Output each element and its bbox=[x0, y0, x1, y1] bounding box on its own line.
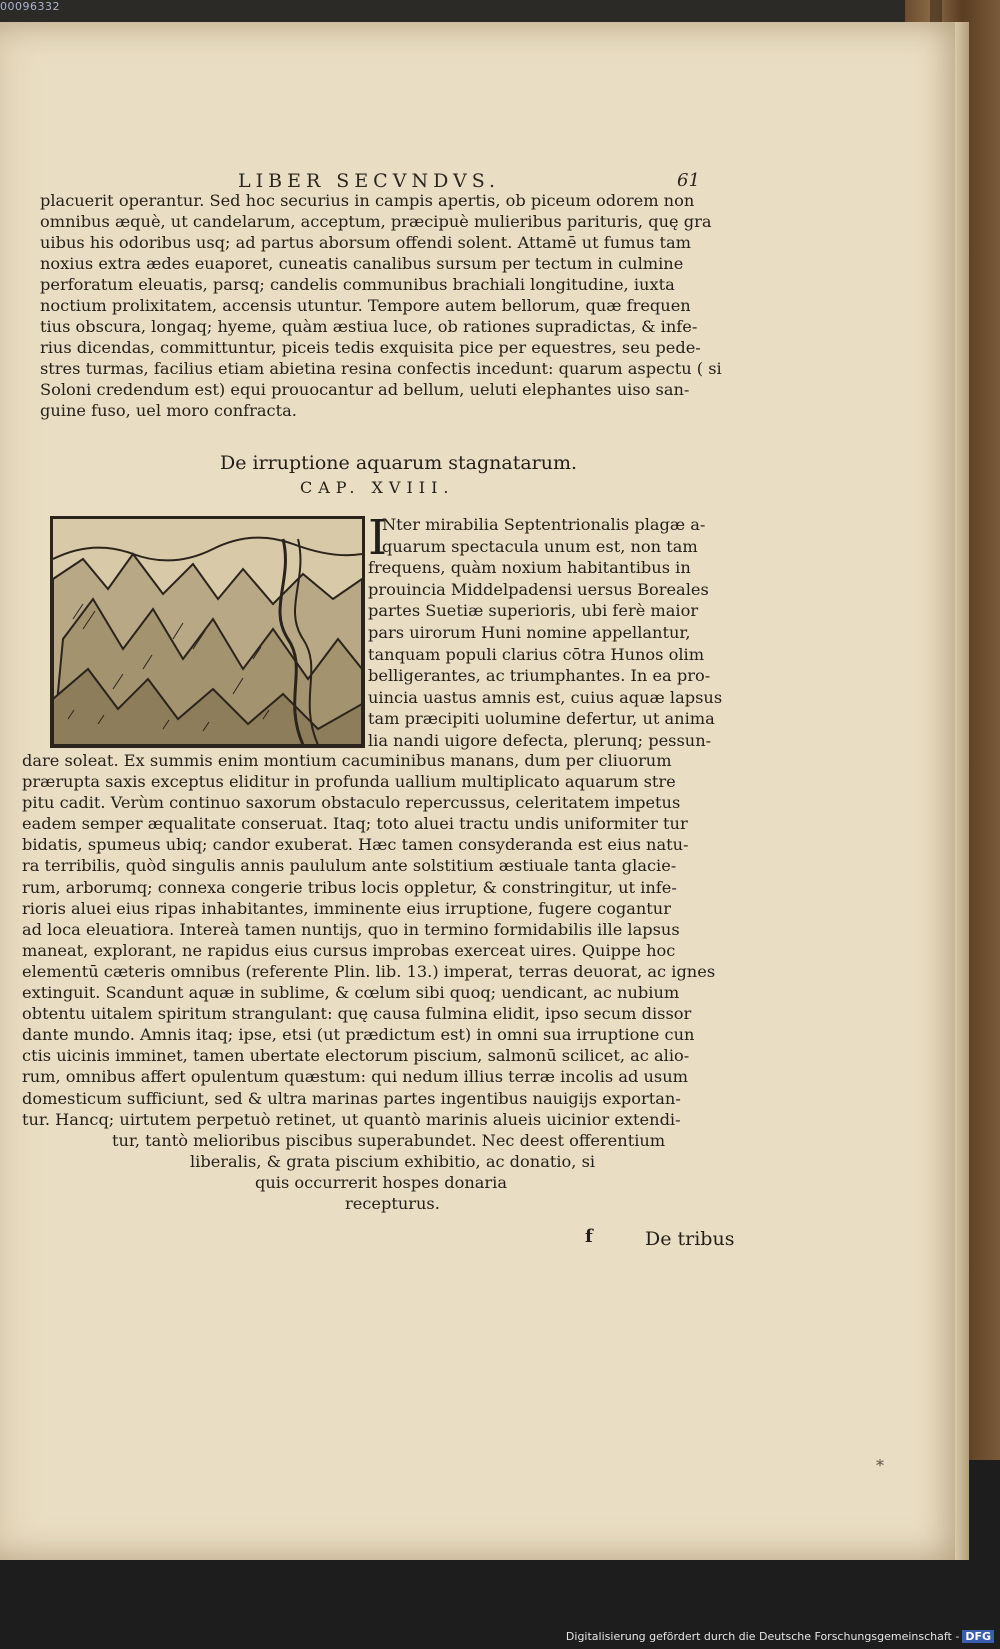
chapter-title: De irruptione aquarum stagnatarum. bbox=[220, 452, 578, 474]
text-line: eadem semper æqualitate conseruat. Itaq; toto aluei tractu undis uniformiter tur bbox=[22, 814, 688, 834]
text-line: placuerit operantur. Sed hoc securius in campis apertis, ob piceum odorem non bbox=[40, 191, 695, 210]
text-line: lia nandi uigore defecta, plerunq; pessun- bbox=[368, 730, 712, 750]
initial-letter: I bbox=[368, 510, 387, 566]
text-line: ctis uicinis imminet, tamen ubertate electorum piscium, salmonū scilicet, ac alio- bbox=[22, 1046, 690, 1066]
page-edge bbox=[955, 22, 969, 1560]
lower-paragraph bbox=[22, 750, 730, 1130]
text-line: tur. Hancq; uirtutem perpetuò retinet, ut quantò marinis alueis uicinior extendi- bbox=[22, 1109, 681, 1129]
text-line: elementū cæteris omnibus (referente Plin. lib. 13.) imperat, terras deuorat, ac ignes bbox=[22, 961, 716, 981]
text-line: belligerantes, ac triumphantes. In ea pro- bbox=[368, 666, 711, 686]
text-line: partes Suetiæ superioris, ubi ferè maior bbox=[368, 601, 699, 621]
chapter-number: CAP. XVIII. bbox=[300, 478, 455, 497]
text-line: guine fuso, uel moro confracta. bbox=[40, 401, 297, 420]
digitization-credit bbox=[566, 1630, 994, 1643]
signature-mark: f bbox=[585, 1226, 593, 1247]
text-line: rum, arborumq; connexa congerie tribus locis oppletur, & constringitur, ut infe- bbox=[22, 877, 677, 897]
text-line: dante mundo. Amnis itaq; ipse, etsi (ut prædictum est) in omni sua irruptione cun bbox=[22, 1025, 695, 1045]
text-line: uibus his odoribus usq; ad partus aborsum offendi solent. Attamē ut fumus tam bbox=[40, 233, 691, 252]
text-line: Soloni credendum est) equi prouocantur ad bellum, ueluti elephantes uiso san- bbox=[40, 380, 690, 399]
text-line: dare soleat. Ex summis enim montium cacuminibus manans, dum per cliuorum bbox=[22, 751, 672, 770]
text-line: rum, omnibus affert opulentum quæstum: qui nedum illius terræ incolis ad usum bbox=[22, 1067, 688, 1087]
tail-line: quis occurrerit hospes donaria bbox=[255, 1173, 507, 1192]
tail-line: tur, tantò melioribus piscibus superabundet. Nec deest offerentium bbox=[112, 1131, 666, 1150]
text-line: tanquam populi clarius cōtra Hunos olim bbox=[368, 644, 705, 664]
pencil-mark: * bbox=[876, 1456, 884, 1475]
text-line: noctium prolixitatem, accensis utuntur. Tempore autem bellorum, quæ frequen bbox=[40, 296, 691, 315]
text-line: prærupta saxis exceptus eliditur in profunda uallium multiplicato aquarum stre bbox=[22, 772, 676, 792]
tail-line: recepturus. bbox=[345, 1194, 440, 1213]
top-paragraph bbox=[40, 190, 728, 421]
text-line: pitu cadit. Verùm continuo saxorum obstaculo repercussus, celeritatem impetus bbox=[22, 793, 681, 813]
text-line: Nter mirabilia Septentrionalis plagæ a- bbox=[382, 515, 706, 534]
folio-number: 61 bbox=[677, 170, 700, 191]
text-line: obtentu uitalem spiritum strangulant: quę causa fulmina elidit, ipso secum dissor bbox=[22, 1004, 692, 1024]
text-line: bidatis, spumeus ubiq; candor exuberat. Hæc tamen consyderanda est eius natu- bbox=[22, 835, 689, 855]
text-line: noxius extra ædes euaporet, cuneatis canalibus sursum per tectum in culmine bbox=[40, 254, 684, 273]
woodcut-illustration bbox=[50, 516, 365, 748]
running-head: LIBER SECVNDVS. bbox=[238, 170, 501, 192]
scan-id: 00096332 bbox=[0, 0, 60, 13]
text-line: maneat, explorant, ne rapidus eius cursus improbas exerceat uires. Quippe hoc bbox=[22, 940, 676, 960]
text-line: uincia uastus amnis est, cuius aquæ lapsus bbox=[368, 687, 723, 707]
text-line: stres turmas, facilius etiam abietina resina confectis incedunt: quarum aspectu ( si bbox=[40, 359, 722, 378]
text-line: perforatum eleuatis, parsq; candelis communibus brachiali longitudine, iuxta bbox=[40, 275, 675, 294]
woodcut-mountain-river bbox=[53, 519, 362, 745]
text-line: ad loca eleuatiora. Intereà tamen nuntijs, quo in termino formidabilis ille lapsus bbox=[22, 919, 680, 939]
credit-text: Digitalisierung gefördert durch die Deutsche Forschungsgemeinschaft - bbox=[565, 1630, 960, 1643]
text-line: tam præcipiti uolumine defertur, ut anima bbox=[368, 709, 715, 729]
text-line: quarum spectacula unum est, non tam bbox=[382, 536, 698, 556]
text-line: rius dicendas, committuntur, piceis tedis exquisita pice per equestres, seu pede- bbox=[40, 338, 701, 357]
text-line: pars uirorum Huni nomine appellantur, bbox=[368, 622, 691, 642]
dfg-logo: DFG bbox=[962, 1630, 994, 1643]
text-line: tius obscura, longaq; hyeme, quàm æstiua luce, ob rationes supradictas, & infe- bbox=[40, 317, 698, 336]
text-line: extinguit. Scandunt aquæ in sublime, & cœlum sibi quoq; uendicant, ac nubium bbox=[22, 983, 680, 1003]
text-line: domesticum sufficiunt, sed & ultra marinas partes ingentibus nauigijs exportan- bbox=[22, 1088, 681, 1108]
right-column-text bbox=[368, 510, 730, 752]
tail-line: liberalis, & grata piscium exhibitio, ac donatio, si bbox=[190, 1152, 596, 1171]
text-line: rioris aluei eius ripas inhabitantes, imminente eius irruptione, fugere cogantur bbox=[22, 898, 671, 918]
text-line: ra terribilis, quòd singulis annis paululum ante solstitium æstiuale tanta glacie- bbox=[22, 856, 677, 876]
catchword: De tribus bbox=[645, 1228, 735, 1250]
text-line: omnibus æquè, ut candelarum, acceptum, præcipuè mulieribus parituris, quę gra bbox=[40, 212, 712, 231]
text-line: prouincia Middelpadensi uersus Boreales bbox=[368, 579, 709, 599]
text-line: frequens, quàm noxium habitantibus in bbox=[368, 558, 691, 578]
